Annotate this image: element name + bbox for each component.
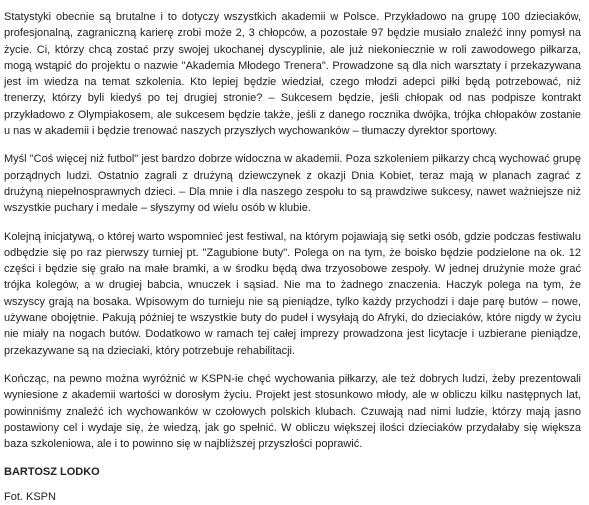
article-paragraph-3: Kolejną inicjatywą, o której warto wspomnieć jest festiwal, na którym pojawiają się setki osób, gdzie podczas festiwalu odbędzie się po raz pierwszy turniej pt. "Zagubione buty". Polega on na tym, że boisko będzie podzielone na ok. 12 części i będzie się grało na małe bramki, a w środku będą dwa trzyosobowe zespoły. W jednej drużynie może grać trójka kolegów, a w drugiej babcia, wnuczek i sąsiad. Nie ma to żadnego znaczenia. Haczyk polega na tym, że wszyscy grają na bosaka. Wpisowym do turnieju nie są pieniądze, tylko każdy przychodzi i daje parę butów – nowe, używane obojętnie. Pakują później te wszystkie buty do pudeł i wysyłają do Afryki, do dzieciaków, które nigdy w życiu nie miały na nogach butów. Dodatkowo w ramach tej całej imprezy prowadzona jest licytacje i uzbierane pieniądze, przekazywane są na dzieciaki, który potrzebuje rehabilitacji.	[4, 230, 581, 357]
article-paragraph-2: Myśl "Coś więcej niż futbol" jest bardzo dobrze widoczna w akademii. Poza szkoleniem piłkarzy chcą wychować grupę porządnych ludzi. Ostatnio zagrali z drużyną dziewczynek z okazji Dnia Kobiet, teraz mają w planach zagrać z drużyną niepełnosprawnych dzieci. – Dla mnie i dla naszego zespołu to są prawdziwe sukcesy, nawet ważniejsze niż wszystkie puchary i medale – słyszymy od wielu osób w klubie.	[4, 153, 581, 215]
author-name: BARTOSZ LODKO	[4, 466, 100, 479]
article-paragraph-1: Statystyki obecnie są brutalne i to dotyczy wszystkich akademii w Polsce. Przykładowo na grupę 100 dzieciaków, profesjonalną, zagraniczną karierę zrobi może 2, 3 chłopców, a pozostałe 97 będzie musiało znaleźć inny pomysł na życie. Ci, którzy chcą zostać przy swojej ukochanej dyscyplinie, ale już niekoniecznie w roli zawodowego piłkarza, mogą wstąpić do projektu o nazwie "Akademia Młodego Trenera". Prowadzone są dla nich warsztaty i przekazywana jest im wiedza na temat szkolenia. Kto lepiej będzie wiedział, czego młodzi adepci piłki będą potrzebować, niż trenerzy, którzy byli kiedyś po tej drugiej stronie? – Sukcesem będzie, jeśli chłopak od nas podpisze kontrakt przykładowo z Olympiakosem, ale sukcesem będzie także, jeśli z danego rocznika dwójka, trójka chłopaków zostanie u nas w akademii i będzie trenować naszych przyszłych wychowanków – tłumaczy dyrektor sportowy.	[4, 11, 581, 138]
photo-credit: Fot. KSPN	[4, 491, 56, 504]
article-paragraph-4: Kończąc, na pewno można wyróżnić w KSPN-ie chęć wychowania piłkarzy, ale też dobrych ludzi, żeby prezentowali wyniesione z akademii wartości w dorosłym życiu. Projekt jest stosunkowo młody, ale w obliczu kilku następnych lat, powinniśmy znaleźć ich wychowanków w czołowych polskich klubach. Czuwają nad nimi ludzie, którzy mają jasno postawiony cel i wydaje się, że wiedzą, jak go spełnić. W obliczu większej ilości dzieciaków przydałaby się większa baza szkoleniowa, ale i to powinno się w najbliższej przyszłości poprawić.	[4, 372, 581, 451]
